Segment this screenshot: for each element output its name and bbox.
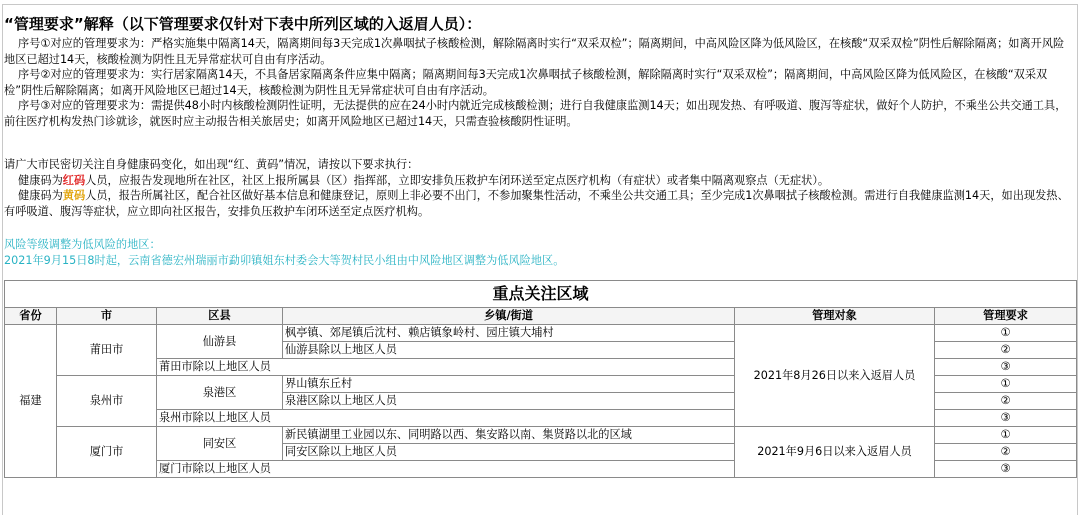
city-rest-cell: 厦门市除以上地区人员 [157,461,735,478]
city-cell: 厦门市 [57,427,157,478]
header-province: 省份 [5,308,57,325]
risk-line: 2021年9月15日8时起，云南省德宏州瑞丽市勐卯镇姐东村委会大等贺村民小组由中风险地区调整为低风险地区。 [4,253,565,267]
street-cell: 仙游县除以上地区人员 [283,342,735,359]
district-cell: 仙游县 [157,325,283,359]
requirement-cell: ② [935,342,1077,359]
yellow-code-rule [4,188,1072,219]
header-district: 区县 [157,308,283,325]
requirement-2-text: 序号②对应的管理要求为：实行居家隔离14天，不具备居家隔离条件应集中隔离；隔离期间每3天完成1次鼻咽拭子核酸检测，解除隔离时实行“双采双检”；隔离期间，中高风险区降为低风险区，在核酸“双采双检”阴性后解除隔离；如离开风险地区已超过14天，核酸检测为阴性且无异常症状可自由有序活动。 [4,68,1048,97]
street-cell: 枫亭镇、郊尾镇后沈村、赖店镇象岭村、园庄镇大埔村 [283,325,735,342]
street-cell: 泉港区除以上地区人员 [283,393,735,410]
table-row [5,427,1077,444]
red-code-text: 人员，应报告发现地所在社区，社区上报所属县（区）指挥部，立即安排负压救护车闭环送至定点医疗机构（有症状）或者集中隔离观察点（无症状）。 [85,173,830,187]
table-title: 重点关注区域 [5,281,1077,308]
management-explanation [4,14,1072,129]
yellow-code-text: 人员，报告所属社区，配合社区做好基本信息和健康登记，原则上非必要不出门，不参加聚集性活动，不乘坐公共交通工具；至少完成1次鼻咽拭子核酸检测。需进行自我健康监测14天，如出现发热、有呼吸道、腹泻等症状，应立即向社区报告，安排负压救护车闭环送至定点医疗机构。 [4,189,1069,218]
target-cell: 2021年9月6日以来入返眉人员 [735,427,935,478]
requirement-cell: ③ [935,410,1077,427]
risk-title: 风险等级调整为低风险的地区： [4,238,161,251]
header-target: 管理对象 [735,308,935,325]
explanation-heading: “管理要求”解释（以下管理要求仅针对下表中所列区域的入返眉人员）： [4,15,482,33]
city-rest-cell: 泉州市除以上地区人员 [157,410,735,427]
red-code-word: 红码 [62,173,86,187]
yellow-code-word: 黄码 [62,189,86,202]
health-code-notice [4,157,1072,219]
table-row [5,325,1077,342]
street-cell: 新民镇湖里工业园以东、同明路以西、集安路以南、集贤路以北的区域 [283,427,735,444]
red-code-rule [4,173,1072,189]
district-cell: 同安区 [157,427,283,461]
requirement-cell: ① [935,325,1077,342]
requirement-cell: ① [935,427,1077,444]
requirement-cell: ② [935,444,1077,461]
risk-level-adjustment [4,237,1072,268]
requirement-cell: ② [935,393,1077,410]
district-cell: 泉港区 [157,376,283,410]
requirement-3-text: 序号③对应的管理要求为：需提供48小时内核酸检测阴性证明，无法提供的应在24小时内就近完成核酸检测；进行自我健康监测14天；如出现发热、有呼吸道、腹泻等症状，做好个人防护，不乘坐公共交通工具，前往医疗机构发热门诊就诊，就医时应主动报告相关旅居史；如离开风险地区已超过14天，只需查验核酸阴性证明。 [4,99,1067,128]
province-cell: 福建 [5,325,57,478]
street-cell: 界山镇东丘村 [283,376,735,393]
red-code-prefix: 健康码为 [18,173,63,187]
key-areas-table [4,280,1077,478]
header-street: 乡镇/街道 [283,308,735,325]
table-title-row [5,281,1077,308]
street-cell: 同安区除以上地区人员 [283,444,735,461]
city-cell: 泉州市 [57,376,157,427]
yellow-code-prefix: 健康码为 [18,189,63,202]
requirement-cell: ③ [935,461,1077,478]
notice-line: 请广大市民密切关注自身健康码变化，如出现“红、黄码”情况，请按以下要求执行： [4,158,419,171]
table-header-row [5,308,1077,325]
requirement-1-text: 序号①对应的管理要求为：严格实施集中隔离14天，隔离期间每3天完成1次鼻咽拭子核酸检测，解除隔离时实行“双采双检”；隔离期间，中高风险区降为低风险区，在核酸“双采双检”阴性后解除隔离；如离开风险地区已超过14天，核酸检测为阴性且无异常症状可自由有序活动。 [4,37,1065,66]
city-cell: 莆田市 [57,325,157,376]
city-rest-cell: 莆田市除以上地区人员 [157,359,735,376]
target-cell: 2021年8月26日以来入返眉人员 [735,325,935,427]
requirement-cell: ① [935,376,1077,393]
header-requirement: 管理要求 [935,308,1077,325]
requirement-cell: ③ [935,359,1077,376]
header-city: 市 [57,308,157,325]
